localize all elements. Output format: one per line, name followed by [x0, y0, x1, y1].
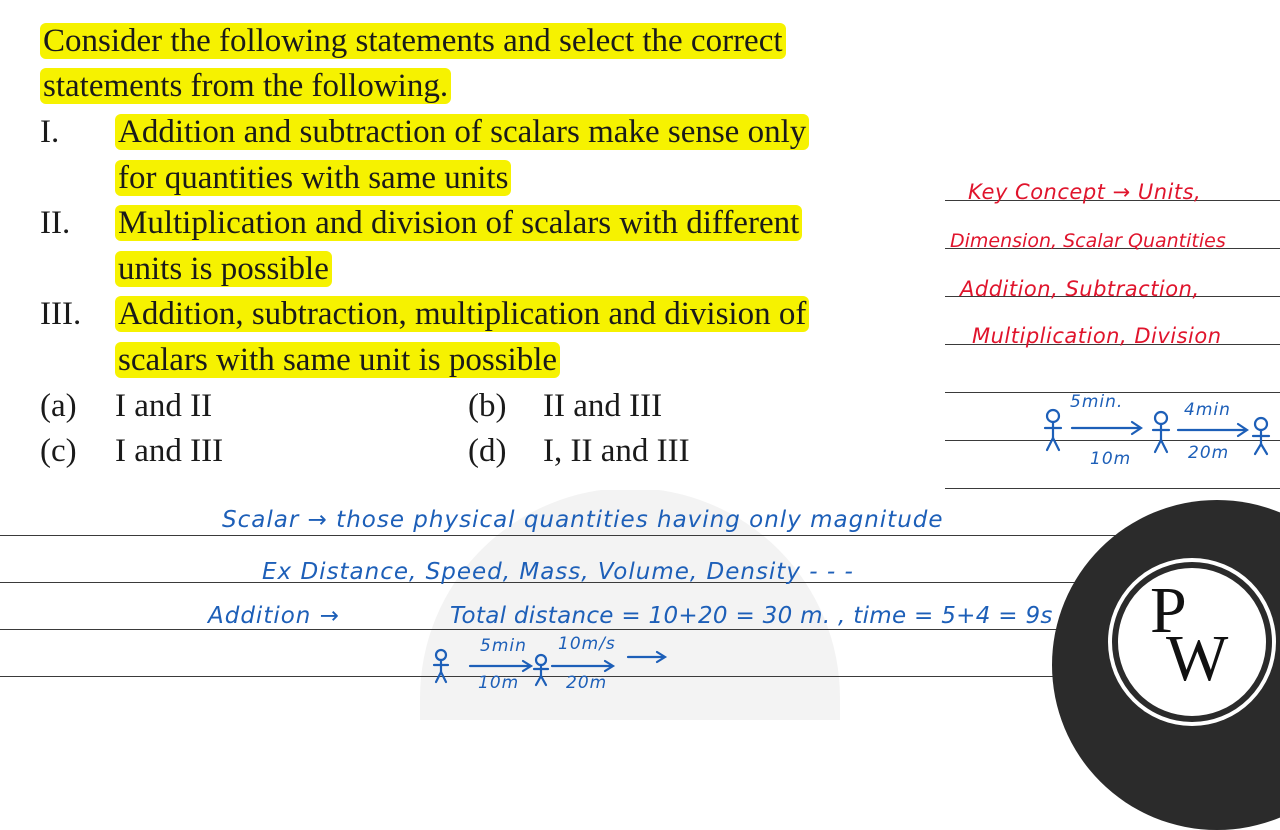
stick-figure-icon: [534, 655, 548, 685]
statement-1-line2: for quantities with same units: [115, 155, 511, 201]
red-note-line4: Multiplication, Division: [972, 324, 1222, 348]
option-text-b: II and III: [543, 388, 663, 424]
statement-1-line1: Addition and subtraction of scalars make sense only: [115, 109, 809, 155]
bottom-dist1-label: 10m: [478, 673, 520, 693]
diagram-dist1-label: 10m: [1090, 449, 1132, 469]
option-label-b: (b): [468, 388, 507, 424]
bottom-time-label: 5min: [480, 636, 527, 656]
question-stem-line1: Consider the following statements and select the correct: [40, 18, 786, 64]
option-label-a: (a): [40, 388, 77, 424]
arrow-right-icon: [470, 661, 531, 671]
stick-figure-icon: [1153, 412, 1169, 452]
scalar-definition: Scalar → those physical quantities having only magnitude: [222, 507, 944, 533]
arrow-right-icon: [552, 661, 613, 671]
scalar-examples: Ex Distance, Speed, Mass, Volume, Density - - -: [262, 559, 854, 585]
addition-label: Addition →: [208, 603, 340, 629]
option-text-d: I, II and III: [543, 433, 690, 469]
statement-number: I.: [40, 114, 60, 150]
diagram-dist2-label: 20m: [1188, 443, 1230, 463]
red-note-line2: Dimension, Scalar Quantities: [950, 230, 1226, 252]
statement-number: II.: [40, 205, 71, 241]
logo-letter-p: P: [1150, 574, 1187, 647]
stick-figure-icon: [434, 650, 448, 682]
statement-2-line2: units is possible: [115, 246, 332, 292]
logo-letter-w: W: [1166, 622, 1229, 695]
statement-number: III.: [40, 296, 82, 332]
red-note-line1: Key Concept → Units,: [968, 180, 1202, 204]
statement-2-line1: Multiplication and division of scalars with different: [115, 200, 802, 246]
arrow-right-icon: [1072, 422, 1141, 434]
stick-figure-icon: [1045, 410, 1061, 450]
arrow-right-icon: [628, 652, 665, 662]
stick-figure-icon: [1253, 418, 1269, 454]
option-label-c: (c): [40, 433, 77, 469]
diagram-time2-label: 4min: [1184, 400, 1231, 420]
bottom-dist2-label: 20m: [566, 673, 608, 693]
option-text-c: I and III: [115, 433, 224, 469]
arrow-right-icon: [1178, 424, 1247, 436]
red-note-line3: Addition, Subtraction,: [960, 277, 1200, 301]
diagram-time1-label: 5min.: [1070, 392, 1124, 412]
bottom-speed-label: 10m/s: [558, 634, 616, 654]
statement-3-line2: scalars with same unit is possible: [115, 337, 560, 383]
option-label-d: (d): [468, 433, 507, 469]
addition-equation: Total distance = 10+20 = 30 m. , time = 5+4 = 9s: [450, 603, 1053, 629]
question-stem-line2: statements from the following.: [40, 63, 451, 109]
option-text-a: I and II: [115, 388, 213, 424]
statement-3-line1: Addition, subtraction, multiplication and division of: [115, 291, 809, 337]
